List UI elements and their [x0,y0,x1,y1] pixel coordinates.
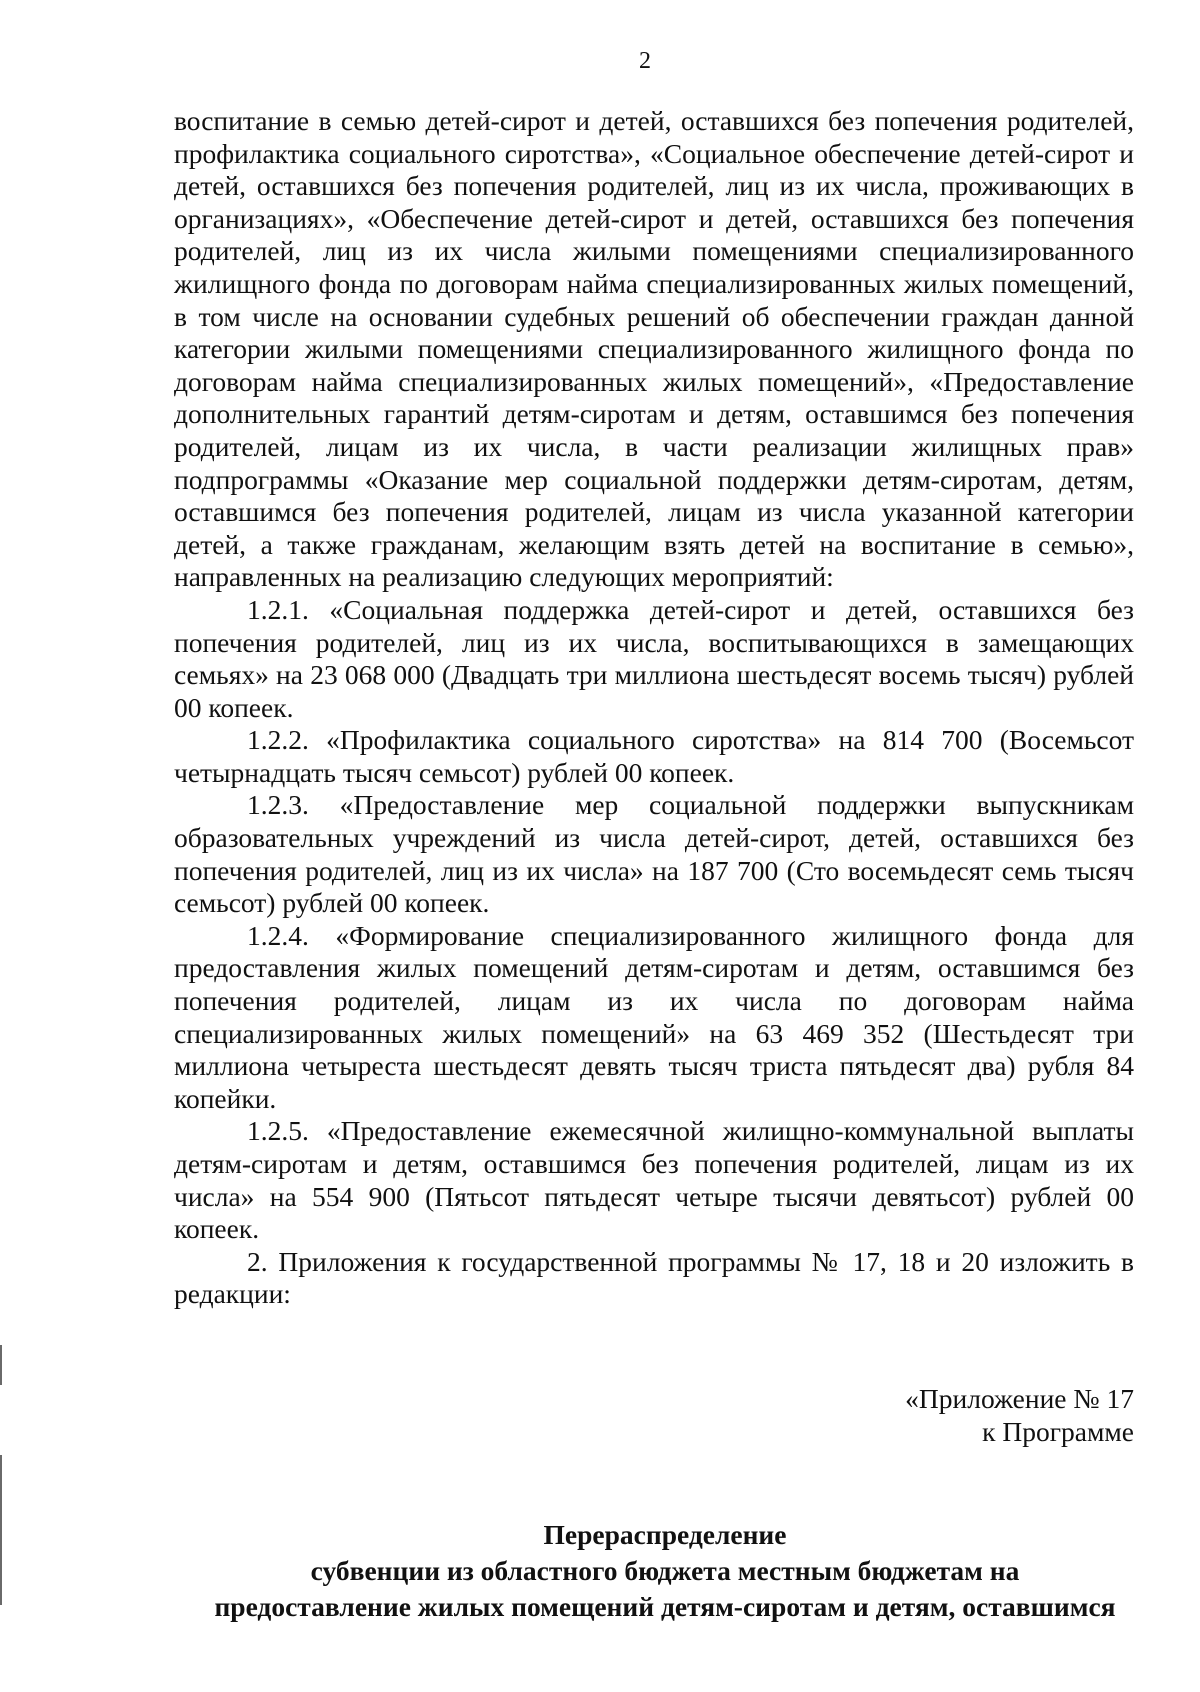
heading-line-3: предоставление жилых помещений детям-сиротам и детям, оставшимся [214,1591,1116,1622]
section-heading [130,1517,1200,1625]
heading-line-1: Перераспределение [543,1519,787,1550]
heading-line-2: субвенции из областного бюджета местным бюджетам на [310,1555,1020,1586]
appendix-title: «Приложение № 17 [905,1383,1134,1414]
paragraph-1-2-1: 1.2.1. «Социальная поддержка детей-сирот и детей, оставшихся без попечения родителей, лиц из их числа, воспитывающихся в замещающих семьях» на 23 068 000 (Двадцать три миллиона шестьдесят восемь тысяч) рублей 00 копеек. [174,593,1134,723]
page-number: 2 [639,48,651,74]
appendix-reference [905,1383,1134,1448]
paragraph-1-2-2: 1.2.2. «Профилактика социального сиротства» на 814 700 (Восемьсот четырнадцать тысяч семьсот) рублей 00 копеек. [174,724,1134,788]
appendix-subtitle: к Программе [982,1415,1134,1447]
paragraph-2: 2. Приложения к государственной программы № 17, 18 и 20 изложить в редакции: [174,1245,1134,1310]
document-body [174,105,1134,1311]
paragraph-1-2-5: 1.2.5. «Предоставление ежемесячной жилищно-коммунальной выплаты детям-сиротам и детям, оставшимся без попечения родителей, лицам из их числа» на 554 900 (Пятьсот пятьдесят четыре тысячи девятьсот) рублей 00 копеек. [174,1115,1134,1245]
paragraph-1-2-3: 1.2.3. «Предоставление мер социальной поддержки выпускникам образовательных учреждений из числа детей-сирот, детей, оставшихся без попечения родителей, лиц из их числа» на 187 700 (Сто восемьдесят семь тысяч семьсот) рублей 00 копеек. [174,789,1134,919]
paragraph-intro: воспитание в семью детей-сирот и детей, оставшихся без попечения родителей, профилактика социального сиротства», «Социальное обеспечение детей-сирот и детей, оставшихся без попечения родителей, лиц из их числа, проживающих в организациях», «Обеспечение детей-сирот и детей, оставшихся без попечения родителей, лиц из их числа жилыми помещениями специализированного жилищного фонда по договорам найма специализированных жилых помещений, в том числе на основании судебных решений об обеспечении граждан данной категории жилыми помещениями специализированного жилищного фонда по договорам найма специализированных жилых помещений», «Предоставление дополнительных гарантий детям-сиротам и детям, оставшимся без попечения родителей, лицам из их числа, в части реализации жилищных прав» подпрограммы «Оказание мер социальной поддержки детям-сиротам, детям, оставшимся без попечения родителей, лицам из числа указанной категории детей, а также гражданам, желающим взять детей на воспитание в семью», направленных на реализацию следующих мероприятий: [174,105,1134,593]
paragraph-1-2-4: 1.2.4. «Формирование специализированного жилищного фонда для предоставления жилых помещений детям-сиротам и детям, оставшимся без попечения родителей, лицам из их числа по договорам найма специализированных жилых помещений» на 63 469 352 (Шестьдесят три миллиона четыреста шестьдесят девять тысяч триста пятьдесят два) рубля 84 копейки. [174,919,1134,1114]
scan-margin-mark [0,1345,2,1385]
scan-margin-mark [0,1455,2,1605]
